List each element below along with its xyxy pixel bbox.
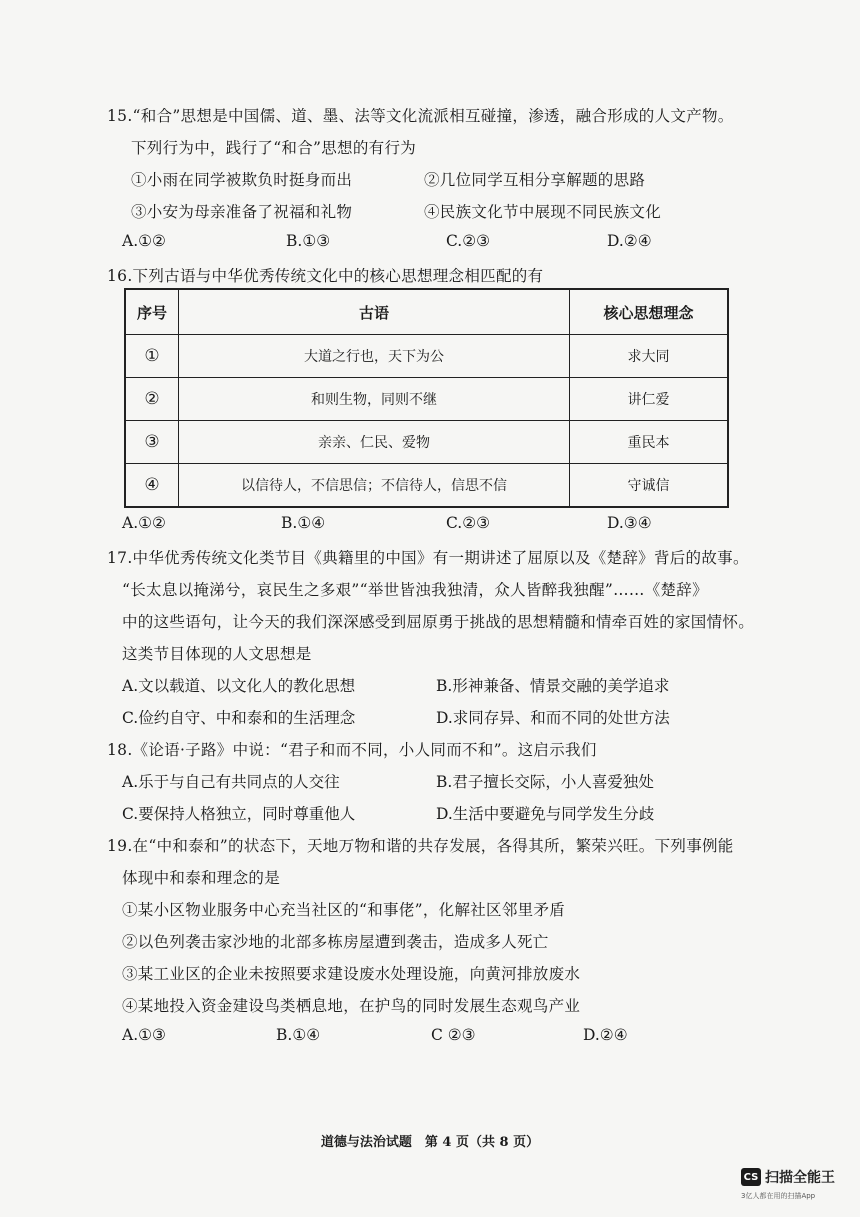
- row-index: ④: [125, 464, 179, 508]
- q19-stem-line1: 19.在“中和泰和”的状态下，天地万物和谐的共存发展，各得其所，繁荣兴旺。下列事例能: [107, 837, 734, 855]
- page-footer: 道德与法治试题 第 4 页（共 8 页）: [320, 1135, 540, 1150]
- q15-item-4: ④民族文化节中展现不同民族文化: [424, 203, 662, 221]
- q17-stem-line2: “长太息以掩涕兮，哀民生之多艰”“举世皆浊我独清，众人皆醉我独醒”……《楚辞》: [122, 581, 708, 599]
- q15-item-3: ③小安为母亲准备了祝福和礼物: [131, 203, 353, 221]
- q19-option-b: B.①④: [276, 1026, 321, 1044]
- cs-logo-icon: CS: [741, 1168, 761, 1186]
- row-concept: 重民本: [570, 421, 729, 464]
- q18-option-a: A.乐于与自己有共同点的人交往: [122, 773, 340, 791]
- table-row: [125, 464, 728, 508]
- q15-stem-line1: 15.“和合”思想是中国儒、道、墨、法等文化流派相互碰撞，渗透，融合形成的人文产物。: [107, 107, 734, 125]
- q19-option-a: A.①③: [122, 1026, 166, 1044]
- q15-option-d: D.②④: [607, 232, 652, 250]
- row-index: ③: [125, 421, 179, 464]
- row-quote: 和则生物，同则不继: [179, 378, 570, 421]
- row-quote: 大道之行也，天下为公: [179, 335, 570, 378]
- q16-option-a: A.①②: [122, 514, 166, 532]
- scanner-logo-name: 扫描全能王: [765, 1170, 835, 1186]
- table-row: [125, 421, 728, 464]
- q17-stem-line3: 中的这些语句，让今天的我们深深感受到屈原勇于挑战的思想精髓和情牵百姓的家国情怀。: [122, 613, 755, 631]
- q18-option-c: C.要保持人格独立，同时尊重他人: [122, 805, 356, 823]
- q19-item-4: ④某地投入资金建设鸟类栖息地，在护鸟的同时发展生态观鸟产业: [122, 997, 581, 1015]
- q19-item-2: ②以色列袭击家沙地的北部多栋房屋遭到袭击，造成多人死亡: [122, 933, 549, 951]
- q15-item-2: ②几位同学互相分享解题的思路: [424, 171, 646, 189]
- q16-table: [124, 288, 729, 508]
- q16-stem: 16.下列古语与中华优秀传统文化中的核心思想理念相匹配的有: [107, 267, 544, 285]
- scanner-logo: [741, 1167, 835, 1187]
- q19-stem-line2: 体现中和泰和理念的是: [122, 869, 281, 887]
- q19-option-d: D.②④: [583, 1026, 628, 1044]
- q18-option-b: B.君子擅长交际，小人喜爱独处: [436, 773, 654, 791]
- scanner-logo-tagline: 3亿人都在用的扫描App: [741, 1192, 816, 1200]
- q15-item-1: ①小雨在同学被欺负时挺身而出: [131, 171, 353, 189]
- q17-option-a: A.文以载道、以文化人的教化思想: [122, 677, 356, 695]
- q16-option-b: B.①④: [281, 514, 326, 532]
- q18-stem: 18.《论语·子路》中说：“君子和而不同，小人同而不和”。这启示我们: [107, 741, 597, 759]
- header-index: 序号: [125, 289, 179, 335]
- table-row: [125, 335, 728, 378]
- q16-option-d: D.③④: [607, 514, 652, 532]
- q17-stem-line4: 这类节目体现的人文思想是: [122, 645, 312, 663]
- q19-option-c: C ②③: [431, 1026, 476, 1044]
- q15-option-c: C.②③: [446, 232, 491, 250]
- row-quote: 亲亲、仁民、爱物: [179, 421, 570, 464]
- row-index: ②: [125, 378, 179, 421]
- q17-option-c: C.俭约自守、中和泰和的生活理念: [122, 709, 356, 727]
- q19-item-3: ③某工业区的企业未按照要求建设废水处理设施，向黄河排放废水: [122, 965, 581, 983]
- header-quote: 古语: [179, 289, 570, 335]
- row-index: ①: [125, 335, 179, 378]
- q19-item-1: ①某小区物业服务中心充当社区的“和事佬”，化解社区邻里矛盾: [122, 901, 566, 919]
- row-concept: 讲仁爱: [570, 378, 729, 421]
- table-header-row: [125, 289, 728, 335]
- q15-option-a: A.①②: [122, 232, 166, 250]
- q17-option-d: D.求同存异、和而不同的处世方法: [436, 709, 670, 727]
- q17-option-b: B.形神兼备、情景交融的美学追求: [436, 677, 670, 695]
- row-quote: 以信待人，不信思信；不信待人，信思不信: [179, 464, 570, 508]
- row-concept: 守诚信: [570, 464, 729, 508]
- table-row: [125, 378, 728, 421]
- q16-option-c: C.②③: [446, 514, 491, 532]
- q18-option-d: D.生活中要避免与同学发生分歧: [436, 805, 655, 823]
- row-concept: 求大同: [570, 335, 729, 378]
- header-concept: 核心思想理念: [570, 289, 729, 335]
- q15-stem-line2: 下列行为中，践行了“和合”思想的有行为: [131, 139, 417, 157]
- q15-option-b: B.①③: [286, 232, 331, 250]
- q17-stem-line1: 17.中华优秀传统文化类节目《典籍里的中国》有一期讲述了屈原以及《楚辞》背后的故事。: [107, 549, 749, 567]
